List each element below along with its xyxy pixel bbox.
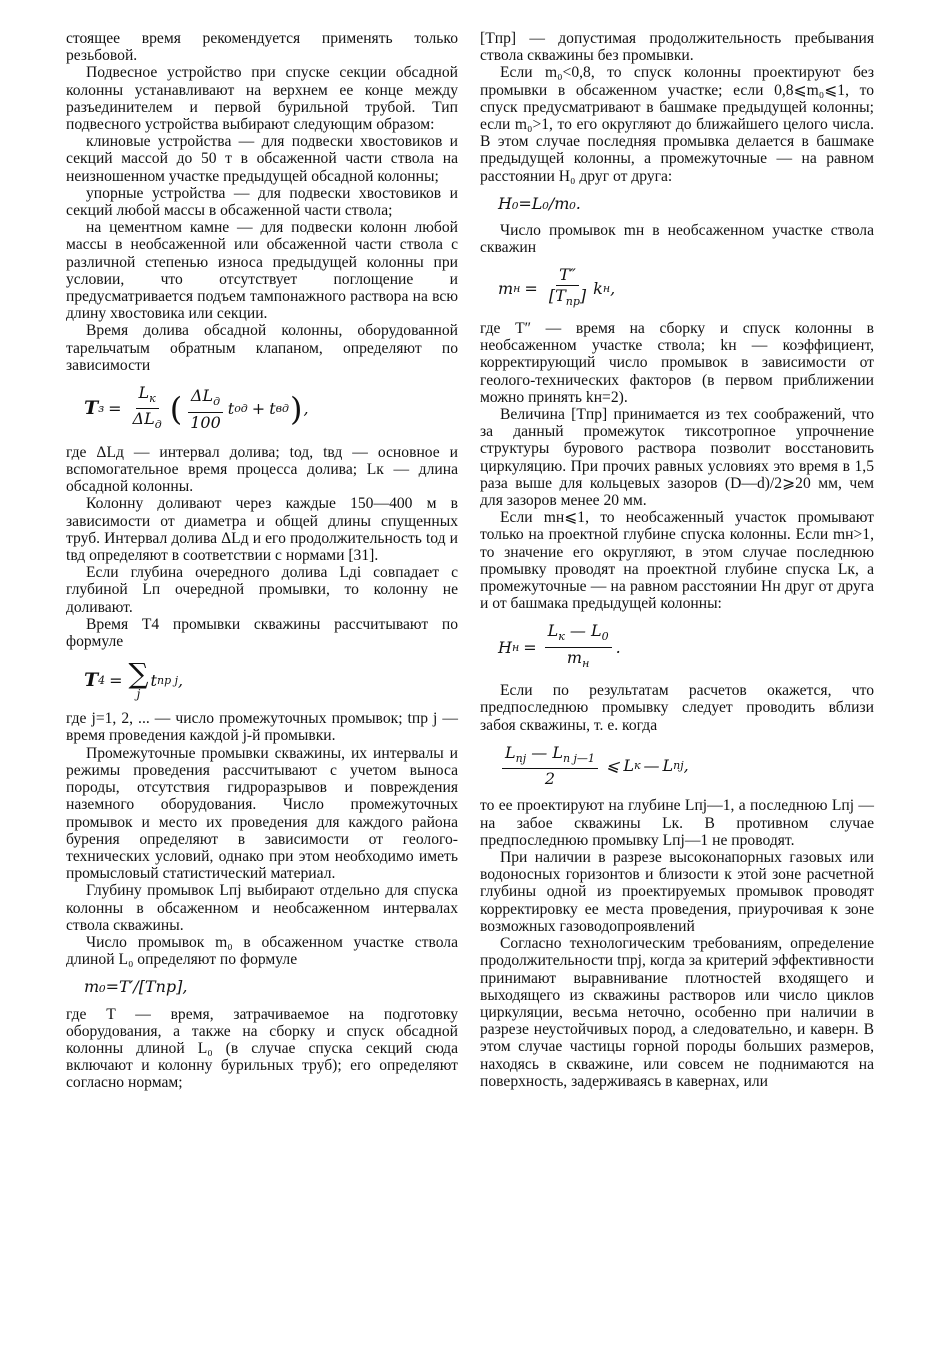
formula-cased-flushes: m₀=T′/[Tпр], xyxy=(84,977,188,997)
formula-cased-spacing: H₀=L₀/m₀. xyxy=(498,193,581,213)
paragraph: Время долива обсадной колонны, оборудованной тарельчатым обратным клапаном, определяют по зависимости xyxy=(66,322,458,374)
formula-open-flushes: m н = $\frac{T''}{[T_{пр}]}$ k н , xyxy=(498,265,616,308)
paragraph: где T″ — время на сборку и спуск колонны в необсаженном участке ствола; kн — коэффициент, корректирующий число промывок в зависимости от геолого-технических факторов (в первом приближении можно принять kн=2). xyxy=(480,320,874,406)
paragraph: где ΔLд — интервал долива; tод, tвд — основное и вспомогательное время процесса долива; Lк — длина обсадной колонны. xyxy=(66,443,458,496)
paragraph: то ее проектируют на глубине Lпj—1, а последнюю Lпj — на забое скважины Lк. В противном случае предпоследнюю промывку Lпj—1 не проводят. xyxy=(480,797,874,849)
formula-flush-time: T 4 = ∑ j t пр j , xyxy=(84,657,184,702)
paragraph: Подвесное устройство при спуске секции обсадной колонны устанавливают на верхнем ее конце между разъединителем и первой бурильной трубой. Тип подвесного устройства выбирают следующим образом: xyxy=(66,64,458,134)
paragraph: клиновые устройства — для подвески хвостовиков и секций массой до 50 т в обсаженной части ствола на неизношенном участке предыдущей обсадной колонны; xyxy=(66,133,458,185)
paragraph: Если m₀<0,8, то спуск колонны проектируют без промывки в обсаженном участке; если 0,8⩽m₀⩽1, то спуск предусматривают в башмаке предыдущей колонны; если m₀>1, то его округляют до ближайшего целого числа. В этом случае последняя промывка делается в башмаке предыдущей колонны, а промежуточные — на равном расстоянии H₀ друг от друга: xyxy=(480,64,874,185)
paragraph: Время T4 промывки скважины рассчитывают по формуле xyxy=(66,615,458,651)
paragraph: При наличии в разрезе высоконапорных газовых или водоносных горизонтов и близости к этой зоне расчетной глубины одной из проектируемых промывок проводят корректировку ее места проведения, приурочивая к зоне возможных газоводопроявлений xyxy=(480,849,874,935)
formula-open-spacing: H н = $\frac{L_к — L_0}{m_н}$ . xyxy=(498,621,621,671)
paragraph: [Tпр] — допустимая продолжительность пребывания ствола скважины без промывки. xyxy=(480,30,874,65)
paragraph: Величина [Tпр] принимается из тех соображений, что за данный промежуток тиксотропное упрочнение структуры бурового раствора позволит восстановить циркуляцию. При прочих равных условиях это время в 1,5 раза выше для кольцевых зазоров (D—d)/2⩾20 мм, чем для зазоров менее 20 мм. xyxy=(480,406,874,510)
left-column xyxy=(66,30,458,1092)
paragraph: Число промывок mн в необсаженном участке ствола скважин xyxy=(480,222,874,257)
formula-fill-time: T з = $\frac{L_к}{\Delta L_д}$ ( $\frac{\Delta L_д}{100}$ t од + t вд ) , xyxy=(84,383,309,432)
paragraph: Если mн⩽1, то необсаженный участок промывают только на проектной глубине спуска колонны. Если mн>1, то значение его округляют, в этом случае последнюю промывку проводят на проектной глубине спуска Lк, а промежуточные — на равном расстоянии Hн друг от друга и от башмака предыдущей колонны: xyxy=(480,509,874,613)
paragraph: где T — время, затрачиваемое на подготовку оборудования, а также на сборку и спуск обсадной колонны длиной L₀ (в случае спуска секций сюда включают и колонну бурильных труб); его определяют согласно нормам; xyxy=(66,1005,458,1092)
formula-penultimate-condition: $\frac{L_{пj} — L_{п j—1}}{2}$ ⩽ L к — L пj , xyxy=(498,744,874,788)
paragraph: на цементном камне — для подвески колонн любой массы в необсаженной или обсаженной части ствола с различной степенью износа предыдущей колонны при условии, что отсутствует поглощение и предусматривается подъем тампонажного раствора на всю длину хвостовика или секции. xyxy=(66,219,458,323)
paragraph: где j=1, 2, ... — число промежуточных промывок; tпр j — время проведения каждой j-й промывки. xyxy=(66,710,458,745)
paragraph: Промежуточные промывки скважины, их интервалы и режимы проведения рассчитывают с учетом выноса породы, отсутствия гидроразрывов и повреждения наземного оборудования. Число промежуточных промывок и место их проведения для каждого района бурения определяют в зависимости от геолого-технических условий, однако при этом необходимо иметь промысловый статистический материал. xyxy=(66,744,458,883)
paragraph: Если глубина очередного долива Lдi совпадает с глубиной Lп очередной промывки, то колонну не доливают. xyxy=(66,564,458,616)
paragraph: Глубину промывок Lпj выбирают отдельно для спуска колонны в обсаженном и необсаженном интервалах ствола скважины. xyxy=(66,882,458,934)
paragraph: Если по результатам расчетов окажется, что предпоследнюю промывку следует проводить вблизи забоя скважины, т. е. когда xyxy=(480,682,874,734)
paragraph: Число промывок m₀ в обсаженном участке ствола длиной L₀ определяют по формуле xyxy=(66,933,458,969)
paragraph: стоящее время рекомендуется применять только резьбовой. xyxy=(66,30,458,65)
paragraph: Колонну доливают через каждые 150—400 м в зависимости от диаметра и общей длины спущенных труб. Интервал долива ΔLд и его продолжительность tод и tвд определяют в соответствии с нормами [31]. xyxy=(66,495,458,565)
paragraph: Согласно технологическим требованиям, определение продолжительности tпрj, когда за критерий эффективности принимают выравнивание плотностей входящего и выходящего из скважины растворов или число циклов циркуляции, весьма неточно, особенно при наличии в разрезе неустойчивых пород, а следовательно, и каверн. В этом случае частицы горной породы больших размеров, находясь в скважине, или совсем не поднимаются на поверхность, задерживаясь в кавернах, или xyxy=(480,935,874,1090)
paragraph: упорные устройства — для подвески хвостовиков и секций любой массы в обсаженной части ствола; xyxy=(66,184,458,220)
right-column xyxy=(480,30,874,1090)
